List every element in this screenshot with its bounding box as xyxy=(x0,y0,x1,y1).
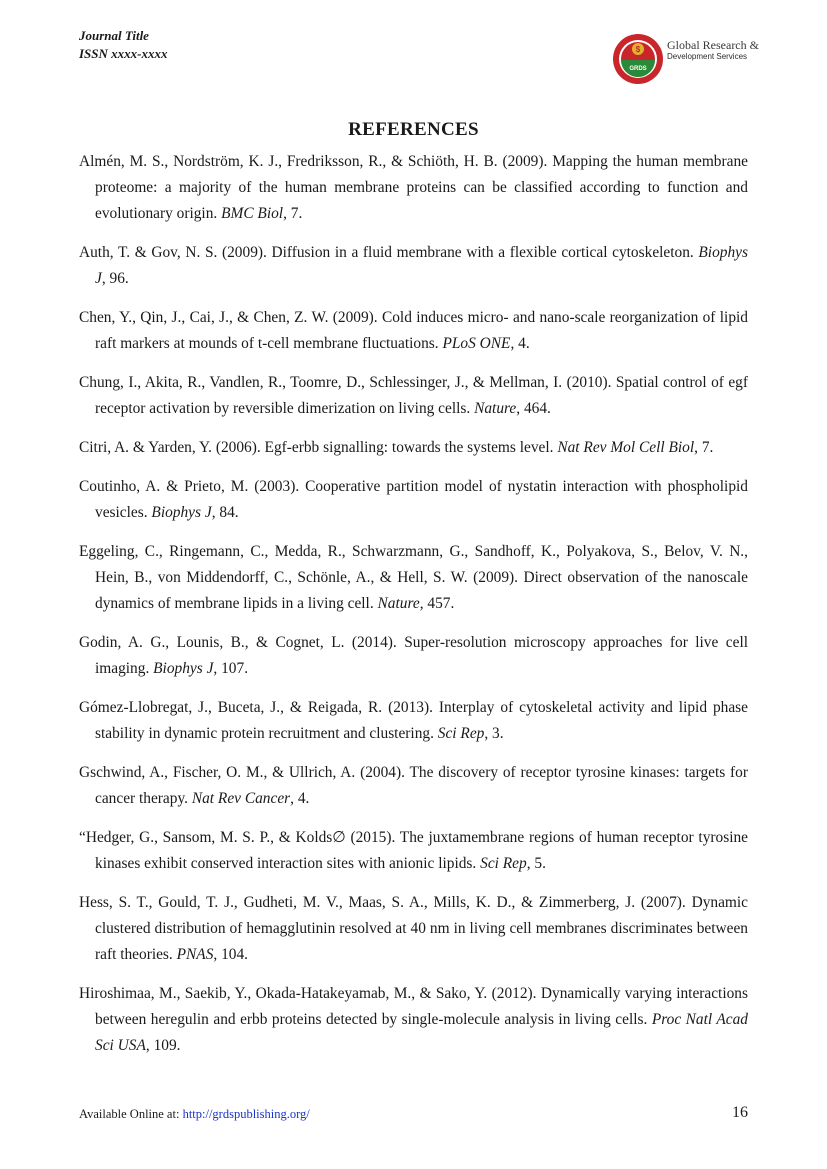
reference-entry xyxy=(79,240,748,292)
reference-entry xyxy=(79,825,748,877)
reference-volume: , 457. xyxy=(419,595,455,612)
reference-journal: BMC Biol xyxy=(221,205,284,222)
logo-name-line1: Global Research & xyxy=(667,38,759,52)
references-heading: REFERENCES xyxy=(348,119,479,140)
reference-entry xyxy=(79,370,748,422)
reference-entry xyxy=(79,435,748,461)
reference-volume: , 104. xyxy=(213,946,249,963)
footer-label: Available Online at: xyxy=(79,1107,183,1121)
reference-entry xyxy=(79,305,748,357)
reference-journal: Biophys J xyxy=(153,660,214,677)
reference-volume: , 84. xyxy=(211,504,239,521)
reference-volume: , 7. xyxy=(694,439,714,456)
reference-entry xyxy=(79,539,748,617)
reference-volume: , 3. xyxy=(484,725,504,742)
reference-journal: Biophys J xyxy=(95,244,748,287)
footer-link[interactable]: http://grdspublishing.org/ xyxy=(182,1107,310,1121)
reference-journal: Nature xyxy=(474,400,517,417)
reference-text: Coutinho, A. & Prieto, M. (2003). Cooperative partition model of nystatin interaction with phospholipid vesicles. xyxy=(79,478,748,521)
reference-text: Chung, I., Akita, R., Vandlen, R., Toomre, D., Schlessinger, J., & Mellman, I. (2010). Spatial control of egf receptor activation by reversible dimerization on living cells. xyxy=(79,374,748,417)
reference-volume: , 7. xyxy=(283,205,303,222)
reference-volume: , 464. xyxy=(516,400,551,417)
reference-entry xyxy=(79,695,748,747)
svg-text:$: $ xyxy=(635,45,641,54)
grds-logo xyxy=(612,33,762,87)
reference-text: Hiroshimaa, M., Saekib, Y., Okada-Hatakeyamab, M., & Sako, Y. (2012). Dynamically varying interactions between heregulin and erbb proteins detected by single-molecule analysis in living cells. xyxy=(79,985,748,1028)
reference-volume: , 96. xyxy=(101,270,129,287)
reference-journal: Sci Rep xyxy=(480,855,527,872)
reference-volume: , 109. xyxy=(145,1037,181,1054)
grds-emblem-icon xyxy=(612,33,664,85)
reference-entry xyxy=(79,890,748,968)
reference-entry xyxy=(79,981,748,1059)
reference-text: Godin, A. G., Lounis, B., & Cognet, L. (2014). Super-resolution microscopy approaches for live cell imaging. xyxy=(79,634,748,677)
reference-text: “Hedger, G., Sansom, M. S. P., & Kolds∅ (2015). The juxtamembrane regions of human receptor tyrosine kinases exhibit conserved interaction sites with anionic lipids. xyxy=(79,829,748,872)
reference-journal: PLoS ONE xyxy=(442,335,511,352)
issn: ISSN xxxx-xxxx xyxy=(79,46,168,61)
reference-entry xyxy=(79,630,748,682)
reference-journal: Nat Rev Mol Cell Biol xyxy=(557,439,695,456)
reference-text: Gómez-Llobregat, J., Buceta, J., & Reigada, R. (2013). Interplay of cytoskeletal activity and lipid phase stability in dynamic protein recruitment and clustering. xyxy=(79,699,748,742)
reference-journal: Nat Rev Cancer xyxy=(191,790,291,807)
reference-volume: , 107. xyxy=(213,660,249,677)
journal-title: Journal Title xyxy=(79,28,149,43)
reference-volume: , 4. xyxy=(290,790,310,807)
footer xyxy=(79,1107,310,1122)
reference-entry xyxy=(79,149,748,227)
reference-journal: Sci Rep xyxy=(437,725,485,742)
reference-journal: Proc Natl Acad Sci USA xyxy=(95,1011,748,1054)
reference-list xyxy=(79,149,748,1072)
journal-header xyxy=(79,27,168,63)
reference-volume: , 5. xyxy=(526,855,546,872)
reference-journal: PNAS xyxy=(176,946,214,963)
emblem-text: GRDS xyxy=(629,66,647,72)
logo-name-line2: Development Services xyxy=(667,52,748,61)
page-number: 16 xyxy=(732,1104,748,1121)
reference-entry xyxy=(79,760,748,812)
reference-text: Auth, T. & Gov, N. S. (2009). Diffusion in a fluid membrane with a flexible cortical cytoskeleton. xyxy=(79,244,699,261)
reference-text: Almén, M. S., Nordström, K. J., Fredriksson, R., & Schiöth, H. B. (2009). Mapping the human membrane proteome: a majority of the human membrane proteins can be classified according to function and evolutionary origin. xyxy=(79,153,748,222)
reference-text: Eggeling, C., Ringemann, C., Medda, R., Schwarzmann, G., Sandhoff, K., Polyakova, S., Belov, V. N., Hein, B., von Middendorff, C., Schönle, A., & Hell, S. W. (2009). Direct observation of the nanoscale dynamics of membrane lipids in a living cell. xyxy=(79,543,748,612)
reference-journal: Biophys J xyxy=(151,504,212,521)
reference-entry xyxy=(79,474,748,526)
reference-volume: , 4. xyxy=(510,335,530,352)
reference-text: Gschwind, A., Fischer, O. M., & Ullrich, A. (2004). The discovery of receptor tyrosine kinases: targets for cancer therapy. xyxy=(79,764,748,807)
reference-journal: Nature xyxy=(377,595,420,612)
reference-text: Chen, Y., Qin, J., Cai, J., & Chen, Z. W. (2009). Cold induces micro- and nano-scale reorganization of lipid raft markers at mounds of t-cell membrane fluctuations. xyxy=(79,309,748,352)
reference-text: Citri, A. & Yarden, Y. (2006). Egf-erbb signalling: towards the systems level. xyxy=(79,439,558,456)
reference-text: Hess, S. T., Gould, T. J., Gudheti, M. V., Maas, S. A., Mills, K. D., & Zimmerberg, J. (2007). Dynamic clustered distribution of hemagglutinin resolved at 40 nm in living cell membranes discriminates between raft theories. xyxy=(79,894,748,963)
